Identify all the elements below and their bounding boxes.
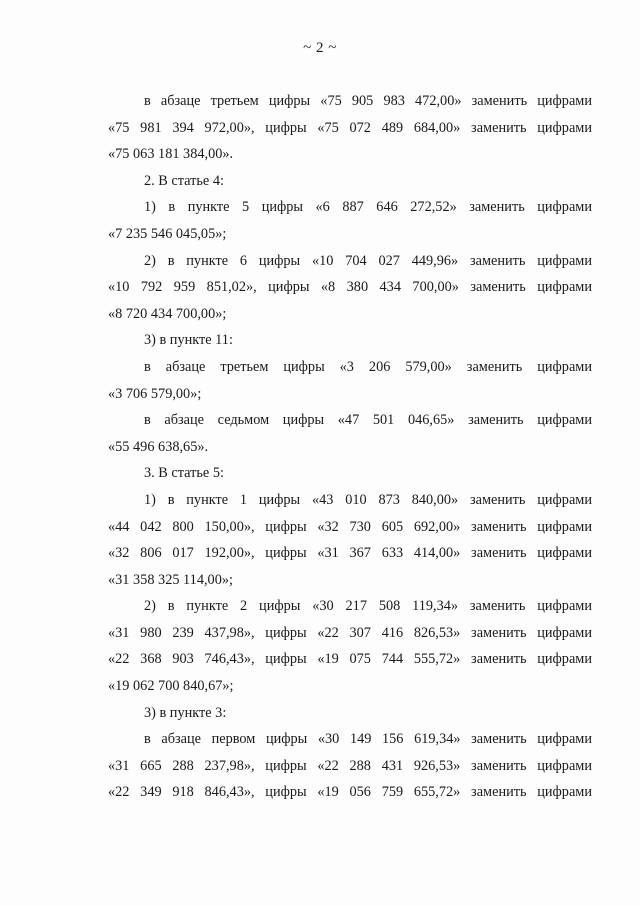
text-line: «75 981 394 972,00», цифры «75 072 489 684,00» заменить цифрами <box>108 119 592 136</box>
text-line: 2. В статье 4: <box>144 172 224 189</box>
text-line: «31 665 288 237,98», цифры «22 288 431 926,53» заменить цифрами <box>108 757 592 774</box>
text-line: «8 720 434 700,00»; <box>108 305 227 322</box>
text-line: 1) в пункте 1 цифры «43 010 873 840,00» заменить цифрами <box>144 491 592 508</box>
text-line: «3 706 579,00»; <box>108 385 202 402</box>
text-line: «31 358 325 114,00»; <box>108 571 233 588</box>
text-line: «7 235 546 045,05»; <box>108 225 227 242</box>
text-line: 1) в пункте 5 цифры «6 887 646 272,52» заменить цифрами <box>144 199 592 216</box>
text-line: 2) в пункте 6 цифры «10 704 027 449,96» заменить цифрами <box>144 252 592 269</box>
text-line: 3) в пункте 11: <box>144 332 233 349</box>
text-line: в абзаце первом цифры «30 149 156 619,34» заменить цифрами <box>144 731 592 748</box>
text-line: в абзаце третьем цифры «3 206 579,00» заменить цифрами <box>144 358 592 375</box>
text-line: «22 349 918 846,43», цифры «19 056 759 655,72» заменить цифрами <box>108 784 592 801</box>
text-line: «31 980 239 437,98», цифры «22 307 416 826,53» заменить цифрами <box>108 624 592 641</box>
page-number: ~ 2 ~ <box>303 40 337 56</box>
text-line: «75 063 181 384,00». <box>108 146 234 163</box>
document-body <box>108 88 592 806</box>
text-line: «32 806 017 192,00», цифры «31 367 633 414,00» заменить цифрами <box>108 545 592 562</box>
text-line: 2) в пункте 2 цифры «30 217 508 119,34» заменить цифрами <box>144 598 592 615</box>
text-line: «19 062 700 840,67»; <box>108 678 234 695</box>
text-line: «55 496 638,65». <box>108 438 209 455</box>
text-line: в абзаце третьем цифры «75 905 983 472,00» заменить цифрами <box>144 93 592 109</box>
text-line: «22 368 903 746,43», цифры «19 075 744 555,72» заменить цифрами <box>108 651 592 668</box>
text-line: «44 042 800 150,00», цифры «32 730 605 692,00» заменить цифрами <box>108 518 592 535</box>
text-line: «10 792 959 851,02», цифры «8 380 434 700,00» заменить цифрами <box>108 279 592 296</box>
text-line: 3) в пункте 3: <box>144 704 227 721</box>
text-line: 3. В статье 5: <box>144 465 224 482</box>
text-line: в абзаце седьмом цифры «47 501 046,65» заменить цифрами <box>144 412 592 429</box>
